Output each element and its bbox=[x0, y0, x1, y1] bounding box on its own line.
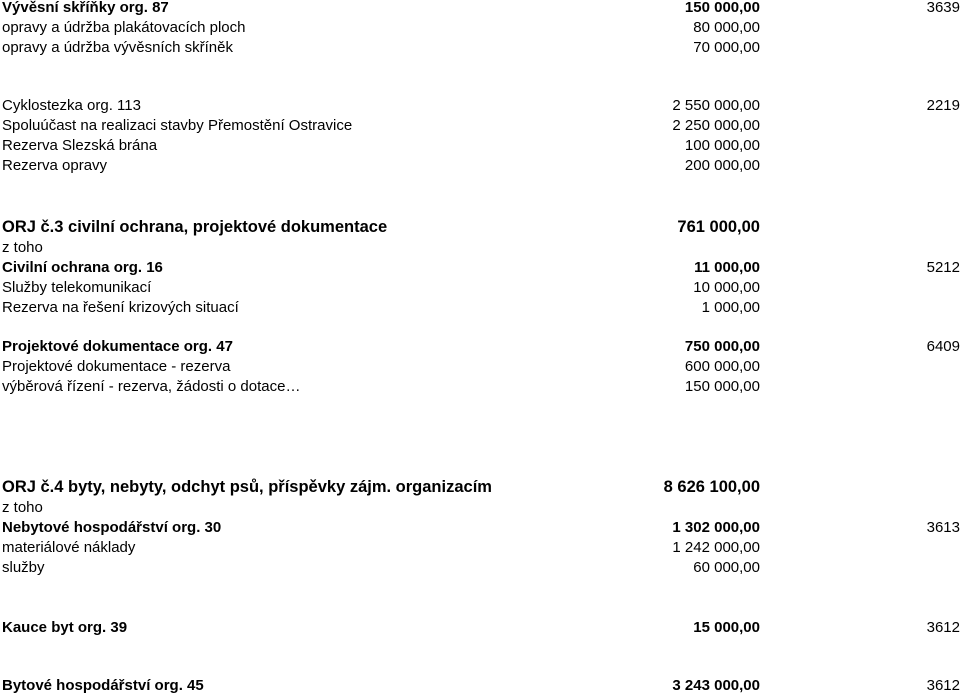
row-code: 5212 bbox=[926, 259, 960, 276]
z-toho-row bbox=[0, 238, 960, 258]
row-code: 3612 bbox=[926, 677, 960, 694]
row-amount: 11 000,00 bbox=[694, 259, 760, 276]
row-label: Služby telekomunikací bbox=[2, 279, 152, 296]
z-toho-row bbox=[0, 498, 960, 518]
row-amount: 10 000,00 bbox=[693, 279, 760, 296]
row-label: Kauce byt org. 39 bbox=[2, 619, 128, 636]
section-row-vyvesni-skrinky bbox=[0, 0, 960, 18]
section-row-projektove-dokumentace bbox=[0, 337, 960, 357]
row-label: materiálové náklady bbox=[2, 539, 136, 556]
item-row bbox=[0, 38, 960, 58]
section-row-nebytove-hospodarstvi bbox=[0, 518, 960, 538]
row-amount: 60 000,00 bbox=[693, 559, 760, 576]
row-label: Vývěsní skříňky org. 87 bbox=[2, 0, 169, 16]
item-row bbox=[0, 278, 960, 298]
row-amount: 15 000,00 bbox=[693, 619, 760, 636]
orj-heading-amount: 8 626 100,00 bbox=[663, 478, 760, 496]
row-label: opravy a údržba vývěsních skříněk bbox=[2, 39, 233, 56]
row-amount: 80 000,00 bbox=[693, 19, 760, 36]
row-code: 3613 bbox=[926, 519, 960, 536]
row-amount: 750 000,00 bbox=[684, 338, 760, 355]
row-label: Rezerva opravy bbox=[2, 157, 108, 174]
row-label: Rezerva Slezská brána bbox=[2, 137, 158, 154]
row-label: Projektové dokumentace org. 47 bbox=[2, 338, 233, 355]
row-label: výběrová řízení - rezerva, žádosti o dotace… bbox=[2, 378, 301, 395]
item-row bbox=[0, 136, 960, 156]
item-row bbox=[0, 298, 960, 318]
row-amount: 2 250 000,00 bbox=[672, 117, 760, 134]
row-amount: 70 000,00 bbox=[693, 39, 760, 56]
item-row bbox=[0, 18, 960, 38]
item-row bbox=[0, 357, 960, 377]
row-amount: 600 000,00 bbox=[684, 358, 760, 375]
row-code: 6409 bbox=[926, 338, 960, 355]
orj-heading-row-3 bbox=[0, 217, 960, 237]
row-amount: 1 242 000,00 bbox=[672, 539, 760, 556]
item-row bbox=[0, 377, 960, 397]
row-amount: 100 000,00 bbox=[684, 137, 760, 154]
section-row-bytove-hospodarstvi bbox=[0, 676, 960, 696]
row-label: Nebytové hospodářství org. 30 bbox=[2, 519, 222, 536]
item-row bbox=[0, 558, 960, 578]
section-row-kauce-byt bbox=[0, 618, 960, 638]
row-code: 3612 bbox=[926, 619, 960, 636]
orj-heading-label: ORJ č.4 byty, nebyty, odchyt psů, příspěvky zájm. organizacím bbox=[2, 478, 492, 496]
row-label: z toho bbox=[2, 499, 43, 516]
item-row bbox=[0, 116, 960, 136]
orj-heading-label: ORJ č.3 civilní ochrana, projektové dokumentace bbox=[2, 218, 388, 236]
row-label: z toho bbox=[2, 239, 43, 256]
row-label: opravy a údržba plakátovacích ploch bbox=[2, 19, 246, 36]
row-label: Projektové dokumentace - rezerva bbox=[2, 358, 231, 375]
row-amount: 2 550 000,00 bbox=[672, 97, 760, 114]
row-label: Bytové hospodářství org. 45 bbox=[2, 677, 204, 694]
item-row bbox=[0, 538, 960, 558]
row-amount: 1 302 000,00 bbox=[672, 519, 760, 536]
section-row-cyklostezka bbox=[0, 96, 960, 116]
row-amount: 150 000,00 bbox=[684, 378, 760, 395]
section-row-civilni-ochrana bbox=[0, 258, 960, 278]
orj-heading-row-4 bbox=[0, 477, 960, 497]
row-amount: 3 243 000,00 bbox=[672, 677, 760, 694]
row-amount: 150 000,00 bbox=[684, 0, 760, 16]
row-code: 2219 bbox=[926, 97, 960, 114]
orj-heading-amount: 761 000,00 bbox=[677, 218, 760, 236]
row-label: služby bbox=[2, 559, 45, 576]
row-amount: 1 000,00 bbox=[701, 299, 760, 316]
row-code: 3639 bbox=[926, 0, 960, 16]
row-label: Cyklostezka org. 113 bbox=[2, 97, 141, 114]
row-label: Civilní ochrana org. 16 bbox=[2, 259, 163, 276]
row-label: Spoluúčast na realizaci stavby Přemostění Ostravice bbox=[2, 117, 353, 134]
item-row bbox=[0, 156, 960, 176]
row-label: Rezerva na řešení krizových situací bbox=[2, 299, 239, 316]
row-amount: 200 000,00 bbox=[684, 157, 760, 174]
